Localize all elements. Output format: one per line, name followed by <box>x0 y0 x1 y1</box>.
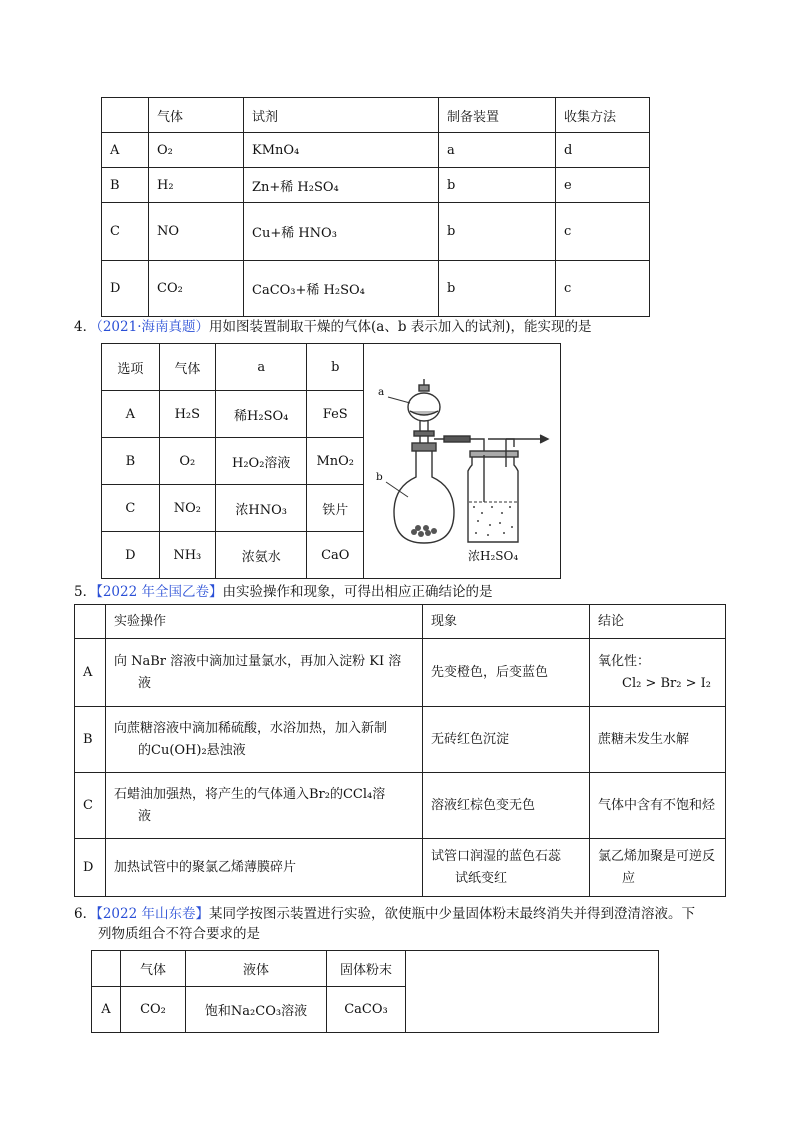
table-cell: 稀H₂SO₄ <box>215 391 307 438</box>
cell-line: 液 <box>138 675 152 691</box>
table-cell <box>106 639 423 707</box>
gas-apparatus-figure <box>364 347 560 575</box>
table-cell: C <box>102 203 149 261</box>
table-cell: 浓氨水 <box>215 532 307 579</box>
question-text: 某同学按图示装置进行实验，欲使瓶中少量固体粉末最终消失并得到澄清溶液。下 <box>209 906 695 922</box>
table-row <box>102 261 650 317</box>
table-cell: A <box>75 639 106 707</box>
table-cell: NO₂ <box>159 485 215 532</box>
table-header-cell: 结论 <box>590 605 726 639</box>
question-5 <box>74 582 493 602</box>
table-cell: c <box>556 261 650 317</box>
table-header-cell: 收集方法 <box>556 98 650 133</box>
table-cell: H₂ <box>149 168 244 203</box>
question-text: 由实验操作和现象，可得出相应正确结论的是 <box>222 584 493 600</box>
table-header-cell: 气体 <box>121 951 186 987</box>
table-cell: 先变橙色，后变蓝色 <box>423 639 590 707</box>
table-cell: CaCO₃+稀 H₂SO₄ <box>244 261 439 317</box>
table-cell: MnO₂ <box>307 438 364 485</box>
cell-line: 液 <box>138 808 152 824</box>
table-q4 <box>101 343 561 579</box>
table-cell: 蔗糖未发生水解 <box>590 707 726 773</box>
cell-line: 氧化性： <box>598 653 651 669</box>
table-row <box>75 773 726 839</box>
table-cell: H₂O₂溶液 <box>215 438 307 485</box>
table-cell: e <box>556 168 650 203</box>
table-cell: b <box>439 261 556 317</box>
table-cell: A <box>102 391 160 438</box>
table-cell: D <box>102 532 160 579</box>
table-header-cell: 现象 <box>423 605 590 639</box>
question-number: 6． <box>74 906 97 922</box>
table-q6 <box>91 950 659 1033</box>
table-cell: 铁片 <box>307 485 364 532</box>
table-cell: 溶液红棕色变无色 <box>423 773 590 839</box>
cell-line: 试管口润湿的蓝色石蕊 <box>431 848 562 864</box>
table-row <box>102 133 650 168</box>
question-number: 5． <box>74 584 97 600</box>
table-cell <box>423 839 590 897</box>
table-cell: H₂S <box>159 391 215 438</box>
question-number: 4． <box>74 319 97 335</box>
table-gas-prep <box>101 97 650 317</box>
question-source: （2021·海南真题） <box>96 319 209 335</box>
table-header-row <box>102 98 650 133</box>
table-header-cell: 气体 <box>149 98 244 133</box>
table-cell: FeS <box>307 391 364 438</box>
table-header-cell <box>75 605 106 639</box>
figure-caption: 浓H₂SO₄ <box>468 549 519 563</box>
cell-line: Cl₂ > Br₂ > I₂ <box>622 675 711 691</box>
table-cell <box>106 773 423 839</box>
table-header-cell: 液体 <box>186 951 327 987</box>
table-header-row <box>102 344 561 391</box>
table-cell <box>590 639 726 707</box>
table-row <box>75 839 726 897</box>
table-cell: Zn+稀 H₂SO₄ <box>244 168 439 203</box>
table-cell: B <box>102 438 160 485</box>
table-cell: D <box>75 839 106 897</box>
table-cell: CO₂ <box>121 987 186 1033</box>
figure-placeholder-cell <box>406 951 659 1033</box>
table-cell: 浓HNO₃ <box>215 485 307 532</box>
question-6 <box>74 904 734 944</box>
question-source: 【2022 年全国乙卷】 <box>96 584 223 600</box>
cell-line: 氯乙烯加聚是可逆反 <box>598 848 716 864</box>
question-4 <box>74 317 592 337</box>
table-header-cell: 气体 <box>159 344 215 391</box>
table-cell <box>106 707 423 773</box>
table-cell: B <box>75 707 106 773</box>
table-header-row <box>92 951 659 987</box>
table-row <box>75 707 726 773</box>
question-line: 列物质组合不符合要求的是 <box>98 926 260 942</box>
table-cell: A <box>102 133 149 168</box>
cell-line: 试纸变红 <box>455 870 508 886</box>
question-text: 用如图装置制取干燥的气体(a、b 表示加入的试剂)，能实现的是 <box>209 319 592 335</box>
cell-line: 向 NaBr 溶液中滴加过量氯水，再加入淀粉 KI 溶 <box>114 653 402 669</box>
cell-line: 的Cu(OH)₂悬浊液 <box>138 742 246 758</box>
cell-line: 石蜡油加强热，将产生的气体通入Br₂的CCl₄溶 <box>114 786 386 802</box>
table-cell: NH₃ <box>159 532 215 579</box>
table-cell: NO <box>149 203 244 261</box>
table-cell: b <box>439 168 556 203</box>
table-cell: d <box>556 133 650 168</box>
figure-label-a: a <box>378 386 385 398</box>
table-cell: 无砖红色沉淀 <box>423 707 590 773</box>
table-cell: a <box>439 133 556 168</box>
table-header-cell: b <box>307 344 364 391</box>
table-cell: C <box>102 485 160 532</box>
table-header-cell: 制备装置 <box>439 98 556 133</box>
table-cell <box>590 839 726 897</box>
table-row <box>75 639 726 707</box>
table-header-cell <box>92 951 121 987</box>
table-cell: D <box>102 261 149 317</box>
table-header-cell: 实验操作 <box>106 605 423 639</box>
question-line <box>74 904 734 924</box>
table-cell: CO₂ <box>149 261 244 317</box>
table-row <box>102 168 650 203</box>
cell-line: 应 <box>622 870 636 886</box>
table-cell: B <box>102 168 149 203</box>
table-row <box>102 203 650 261</box>
table-q5 <box>74 604 726 897</box>
table-header-row <box>75 605 726 639</box>
table-cell: 气体中含有不饱和烃 <box>590 773 726 839</box>
table-cell: O₂ <box>159 438 215 485</box>
table-cell: c <box>556 203 650 261</box>
table-cell: 饱和Na₂CO₃溶液 <box>186 987 327 1033</box>
table-cell: CaO <box>307 532 364 579</box>
table-header-cell <box>102 98 149 133</box>
table-cell: C <box>75 773 106 839</box>
table-header-cell: 试剂 <box>244 98 439 133</box>
table-header-cell: 固体粉末 <box>327 951 406 987</box>
cell-line: 向蔗糖溶液中滴加稀硫酸，水浴加热，加入新制 <box>114 720 388 736</box>
table-header-cell: 选项 <box>102 344 160 391</box>
table-cell: 加热试管中的聚氯乙烯薄膜碎片 <box>106 839 423 897</box>
table-cell: A <box>92 987 121 1033</box>
table-cell: O₂ <box>149 133 244 168</box>
apparatus-figure-cell <box>364 344 561 579</box>
table-cell: b <box>439 203 556 261</box>
question-source: 【2022 年山东卷】 <box>96 906 209 922</box>
table-cell: CaCO₃ <box>327 987 406 1033</box>
table-cell: KMnO₄ <box>244 133 439 168</box>
table-header-cell: a <box>215 344 307 391</box>
table-cell: Cu+稀 HNO₃ <box>244 203 439 261</box>
figure-label-b: b <box>376 471 383 483</box>
